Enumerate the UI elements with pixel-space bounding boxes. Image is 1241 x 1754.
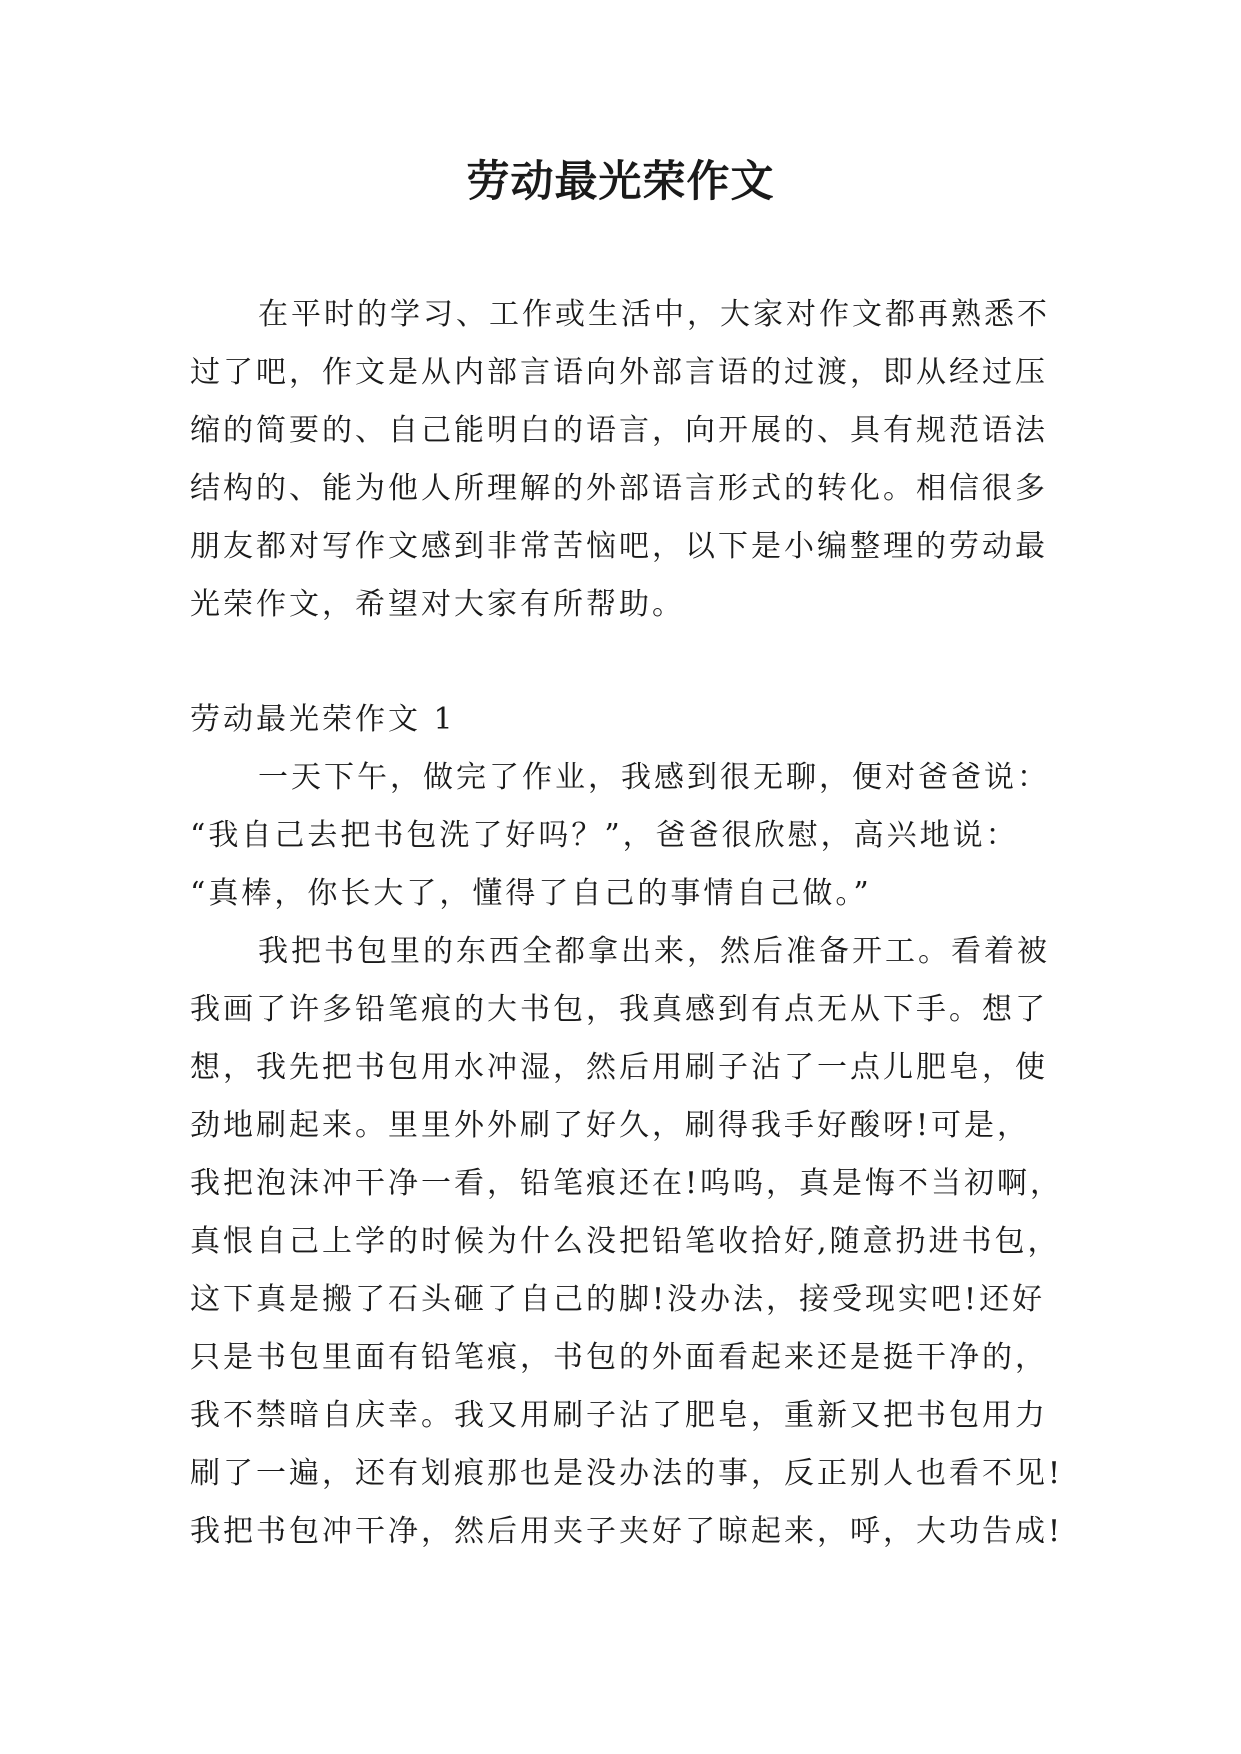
intro-line: 缩的简要的、自己能明白的语言，向开展的、具有规范语法 — [190, 413, 1048, 448]
intro-line: 朋友都对写作文感到非常苦恼吧，以下是小编整理的劳动最 — [190, 529, 1048, 564]
paragraph-line: 我把书包冲干净，然后用夹子夹好了晾起来，呼，大功告成! — [190, 1514, 1064, 1549]
paragraph-2 — [190, 923, 1070, 1561]
intro-line: 光荣作文，希望对大家有所帮助。 — [190, 587, 685, 622]
section-heading: 劳动最光荣作文 1 — [190, 702, 456, 737]
paragraph-line: 我把书包里的东西全都拿出来，然后准备开工。看着被 — [258, 934, 1050, 969]
paragraph-line: 我不禁暗自庆幸。我又用刷子沾了肥皂，重新又把书包用力 — [190, 1398, 1048, 1433]
document-title: 劳动最光荣作文 — [466, 157, 775, 207]
paragraph-line: 一天下午，做完了作业，我感到很无聊，便对爸爸说： — [258, 760, 1050, 795]
paragraph-line: “真棒，你长大了，懂得了自己的事情自己做。” — [190, 876, 872, 911]
paragraph-line: 我把泡沫冲干净一看，铅笔痕还在!呜呜，真是悔不当初啊， — [190, 1166, 1064, 1201]
intro-paragraph — [190, 286, 1070, 634]
paragraph-line: 想，我先把书包用水冲湿，然后用刷子沾了一点儿肥皂，使 — [190, 1050, 1048, 1085]
paragraph-line: “我自己去把书包洗了好吗？”，爸爸很欣慰，高兴地说： — [190, 818, 1019, 853]
paragraph-gap — [190, 634, 1070, 691]
paragraph-line: 刷了一遍，还有划痕那也是没办法的事，反正别人也看不见! — [190, 1456, 1064, 1491]
paragraph-line: 劲地刷起来。里里外外刷了好久，刷得我手好酸呀!可是， — [190, 1108, 1031, 1143]
paragraph-line: 真恨自己上学的时候为什么没把铅笔收拾好,随意扔进书包， — [190, 1224, 1061, 1259]
paragraph-line: 只是书包里面有铅笔痕，书包的外面看起来还是挺干净的， — [190, 1340, 1048, 1375]
paragraph-line: 我画了许多铅笔痕的大书包，我真感到有点无从下手。想了 — [190, 992, 1048, 1027]
paragraph-1 — [190, 749, 1070, 923]
intro-line: 在平时的学习、工作或生活中，大家对作文都再熟悉不 — [258, 297, 1050, 332]
intro-line: 结构的、能为他人所理解的外部语言形式的转化。相信很多 — [190, 471, 1048, 506]
intro-line: 过了吧，作文是从内部言语向外部言语的过渡，即从经过压 — [190, 355, 1048, 390]
document-body — [190, 286, 1070, 1561]
paragraph-line: 这下真是搬了石头砸了自己的脚!没办法，接受现实吧!还好 — [190, 1282, 1046, 1317]
